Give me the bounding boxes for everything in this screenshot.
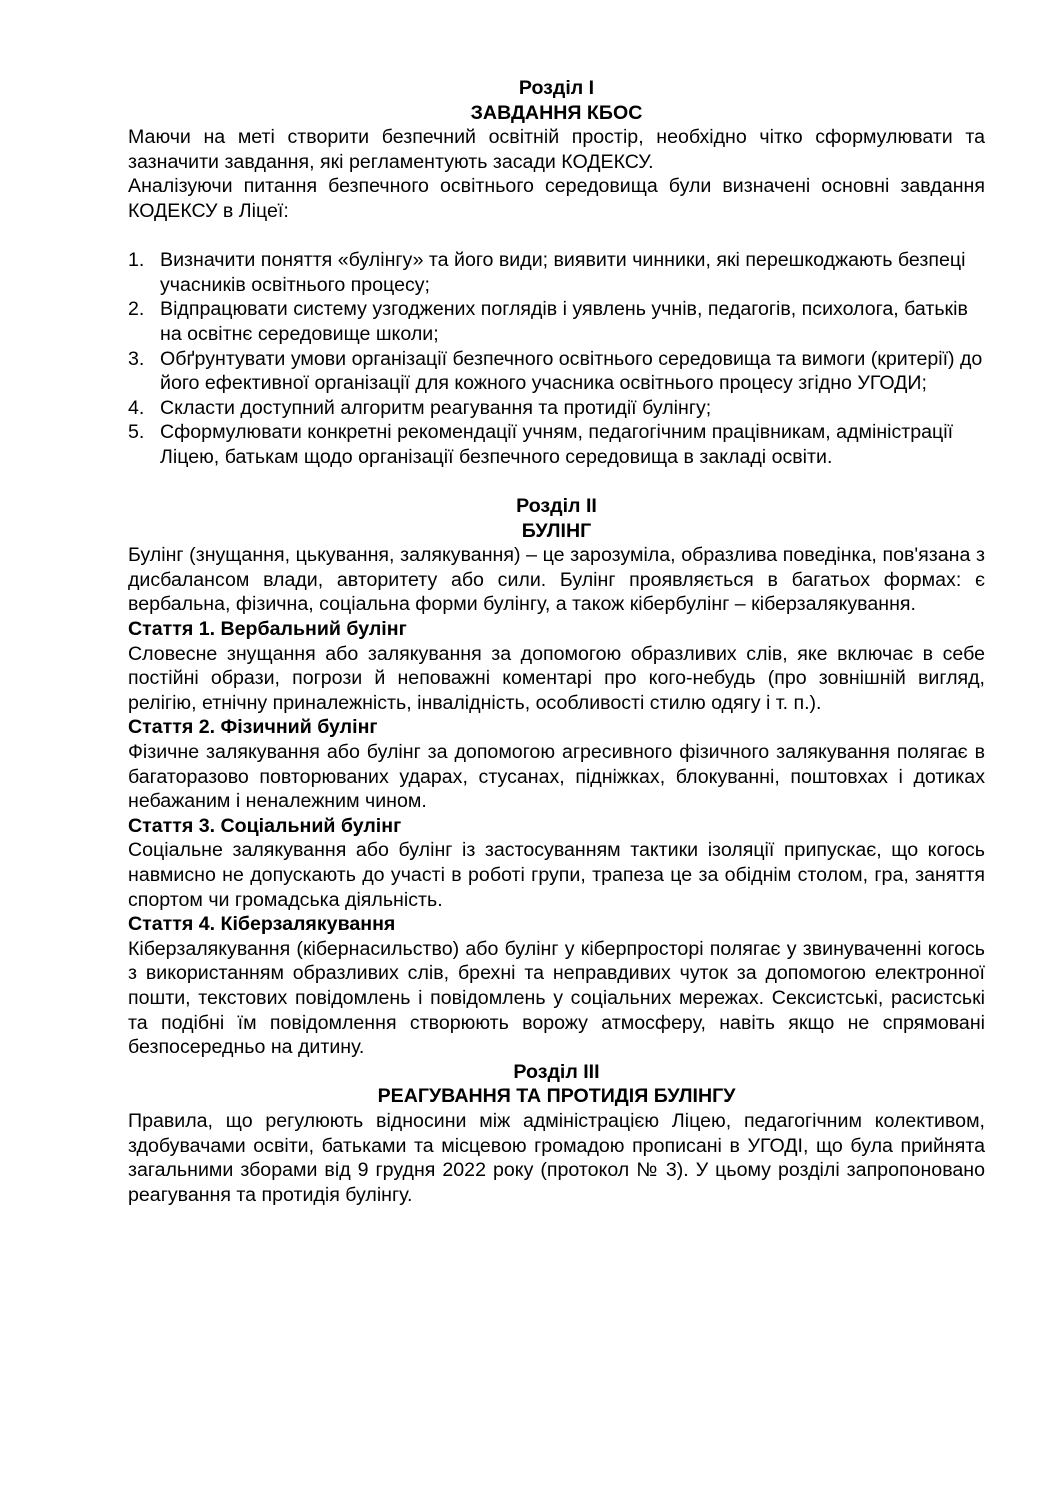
section1-paragraph-1: Маючи на меті створити безпечний освітній простір, необхідно чітко сформулювати та зазначити завдання, які регламентують засади КОДЕКСУ. xyxy=(128,126,985,173)
section2-title: БУЛІНГ xyxy=(521,519,592,542)
section3-heading: Розділ III xyxy=(513,1060,600,1083)
article-1-text: Словесне знущання або залякування за допомогою образливих слів, яке включає в себе постійні образи, погрози й неповажні коментарі про кого-небудь (про зовнішній вигляд, релігію, етнічну приналежність, інвалідність, особливості стилю одягу і т. п.). xyxy=(128,642,985,714)
list-item-text: Сформулювати конкретні рекомендації учням, педагогічним працівникам, адміністрації Ліцею, батькам щодо організації безпечного середовища в закладі освіти. xyxy=(160,421,954,468)
blank-line xyxy=(128,224,985,249)
blank-line xyxy=(128,470,985,495)
list-item-text: Скласти доступний алгоритм реагування та протидії булінгу; xyxy=(160,396,712,419)
article-2-text: Фізичне залякування або булінг за допомогою агресивного фізичного залякування полягає в багаторазово повторюваних ударах, стусанах, підніжках, блокуванні, поштовхах і дотиках небажаним і неналежним чином. xyxy=(128,741,985,813)
list-item xyxy=(128,347,985,396)
section3-title: РЕАГУВАННЯ ТА ПРОТИДІЯ БУЛІНГУ xyxy=(377,1085,736,1108)
section2-intro: Булінг (знущання, цькування, залякування) – це зарозуміла, образлива поведінка, пов'язана з дисбалансом влади, авторитету або сили. Булінг проявляється в багатьох формах: є вербальна, фізична, соціальна форми булінгу, а також кібербулінг – кіберзалякування. xyxy=(128,544,985,616)
section1-title: ЗАВДАННЯ КБОС xyxy=(470,101,643,124)
list-item-number: 3. xyxy=(128,347,145,370)
article-3-text: Соціальне залякування або булінг із застосуванням тактики ізоляції припускає, що когось навмисно не допускають до участі в роботі групи, трапеза це за обіднім столом, гра, заняття спортом чи громадська діяльність. xyxy=(128,839,985,911)
article-3-title: Стаття 3. Соціальний булінг xyxy=(128,814,402,837)
list-item-text: Обґрунтувати умови організації безпечного освітнього середовища та вимоги (критерії) до його ефективної організації для кожного учасника освітнього процесу згідно УГОДИ; xyxy=(160,347,983,395)
document-page xyxy=(128,76,985,1207)
list-item xyxy=(128,297,985,346)
list-item xyxy=(128,248,985,297)
list-item-number: 1. xyxy=(128,249,145,272)
section1-heading: Розділ I xyxy=(518,77,595,99)
article-2-title: Стаття 2. Фізичний булінг xyxy=(128,716,378,739)
list-item-number: 5. xyxy=(128,421,145,444)
list-item-text: Відпрацювати систему узгоджених поглядів і уявлень учнів, педагогів, психолога, батьків на освітнє середовище школи; xyxy=(160,298,968,345)
list-item xyxy=(128,420,985,469)
list-item xyxy=(128,396,985,421)
list-item-text: Визначити поняття «булінгу» та його види; виявити чинники, які перешкоджають безпеці учасників освітнього процесу; xyxy=(160,249,966,296)
article-4-text: Кіберзалякування (кібернасильство) або булінг у кіберпросторі полягає у звинуваченні когось з використанням образливих слів, брехні та неправдивих чуток за допомогою електронної пошти, текстових повідомлень і повідомлень у соціальних мережах. Сексистські, расистські та подібні їм повідомлення створюють ворожу атмосферу, навіть якщо не спрямовані безпосередньо на дитину. xyxy=(128,937,985,1059)
section1-paragraph-2: Аналізуючи питання безпечного освітнього середовища були визначені основні завдання КОДЕКСУ в Ліцеї: xyxy=(128,175,985,222)
list-item-number: 2. xyxy=(128,298,145,321)
section2-heading: Розділ II xyxy=(516,495,597,518)
tasks-list xyxy=(128,248,985,469)
section3-text: Правила, що регулюють відносини між адміністрацією Ліцею, педагогічним колективом, здобувачами освіти, батьками та місцевою громадою прописані в УГОДІ, що була прийнята загальними зборами від 9 грудня 2022 року (протокол № 3). У цьому розділі запропоновано реагування та протидія булінгу. xyxy=(128,1109,985,1206)
article-4-title: Стаття 4. Кіберзалякування xyxy=(128,913,396,936)
list-item-number: 4. xyxy=(128,396,145,419)
article-1-title: Стаття 1. Вербальний булінг xyxy=(128,618,407,641)
